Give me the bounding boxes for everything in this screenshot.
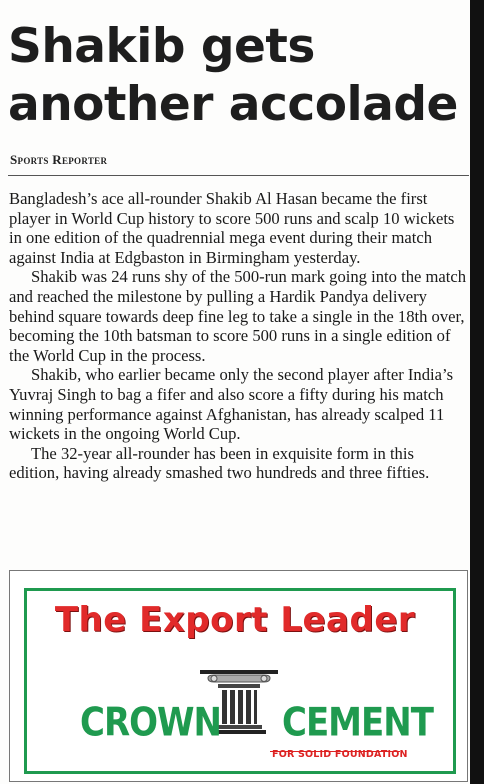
- article-body: [9, 189, 467, 483]
- article-paragraph: Bangladesh’s ace all-rounder Shakib Al Hasan became the first player in World Cup history to score 500 runs and scalp 10 wickets in one edition of the quadrennial mega event during their match against India at Edgbaston in Birmingham yesterday.: [9, 189, 455, 267]
- article-paragraph: The 32-year all-rounder has been in exquisite form in this edition, having already smashed two hundreds and three fifties.: [9, 443, 430, 483]
- byline-divider: [8, 175, 469, 176]
- ad-tagline: FOR SOLID FOUNDATION: [272, 749, 408, 760]
- brand-name-crown: CROWN: [80, 700, 221, 746]
- article-paragraph: Shakib, who earlier became only the second player after India’s Yuvraj Singh to bag a fifer and also score a fifty during his match winning performance against Afghanistan, has already scalped 11 wickets in the ongoing World Cup.: [9, 365, 454, 444]
- byline: Sports Reporter: [10, 152, 108, 167]
- article-paragraph: Shakib was 24 runs shy of the 500-run mark going into the match and reached the milestone by pulling a Hardik Pandya delivery behind square towards deep fine leg to take a single in the 18th over, becoming the 10th batsman to score 500 runs in a single edition of the World Cup in the process.: [9, 267, 467, 365]
- brand-name-cement: CEMENT: [282, 700, 433, 746]
- headline: Shakib gets another accolade: [8, 19, 458, 132]
- page-edge-bar: [470, 0, 484, 784]
- ad-slogan: The Export Leader: [54, 600, 416, 640]
